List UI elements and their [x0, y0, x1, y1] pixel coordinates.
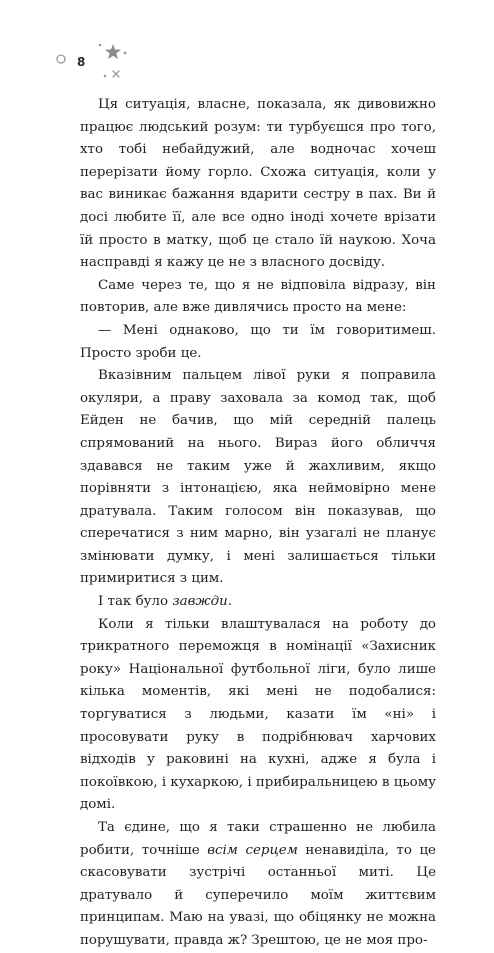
text-fragment: Та єдине, що я таки страшенно не любила робити, точніше [80, 820, 436, 858]
text-fragment: . [227, 594, 233, 610]
text-fragment: Коли я тільки влаштувалася на роботу до трикратного переможця в номінації «Захисник року» Національної футбольної ліги, було лише кілька моментів, які мені не подобалися: торгуватися з людьми, казати їм «ні» і просовувати руку в подрібнювач харчових відходів у раковині на кухні, адже я була і покоївкою, і кухаркою, і прибиральницею в цьому домі. [80, 616, 436, 813]
paragraph [80, 320, 436, 365]
paragraph [80, 591, 436, 614]
paragraph [80, 275, 436, 320]
text-fragment: І так було [98, 594, 173, 610]
text-fragment: ненавиділа, то це скасовувати зустрічі останньої миті. Це дратувало й суперечило моїм життєвим принципам. Маю на увазі, що обіцянку не можна порушувати, правда ж? Зрештою, це не моя про- [80, 842, 436, 948]
paragraph [80, 94, 436, 275]
emphasis-text: всім серцем [207, 842, 298, 858]
page-number: 8 [77, 55, 86, 69]
text-fragment: Саме через те, що я не відповіла відразу, він повторив, але вже дивлячись просто на мене: [80, 277, 436, 316]
paragraph [80, 817, 436, 953]
text-fragment: Ця ситуація, власне, показала, як дивовижно працює людський розум: ти турбуєшся про того, хто тобі небайдужий, але водночас хочеш перерізати йому горло. Схожа ситуація, коли у вас виникає бажання вдарити сестру в пах. Ви й досі любите її, але все одно іноді хочете врізати їй просто в матку, щоб це стало їй наукою. Хоча насправді я кажу це не з власного досвіду. [80, 97, 436, 271]
paragraph [80, 365, 436, 591]
text-fragment: Вказівним пальцем лівої руки я поправила окуляри, а праву заховала за комод так, щоб Ейден не бачив, що мій середній палець спрямований на нього. Вираз його обличчя здавався не таким уже й жахливим, якщо порівняти з інтонацією, яка неймовірно мене дратувала. Таким голосом він показував, що сперечатися з ним марно, він узагалі не планує змінювати думку, і мені залишається тільки примиритися з цим. [80, 368, 436, 587]
stars-decoration-icon [50, 36, 150, 86]
text-fragment: — Мені однаково, що ти їм говоритимеш. Просто зроби це. [80, 322, 436, 361]
emphasis-text: завжди [172, 594, 228, 610]
paragraph [80, 614, 436, 817]
body-text [80, 94, 436, 953]
